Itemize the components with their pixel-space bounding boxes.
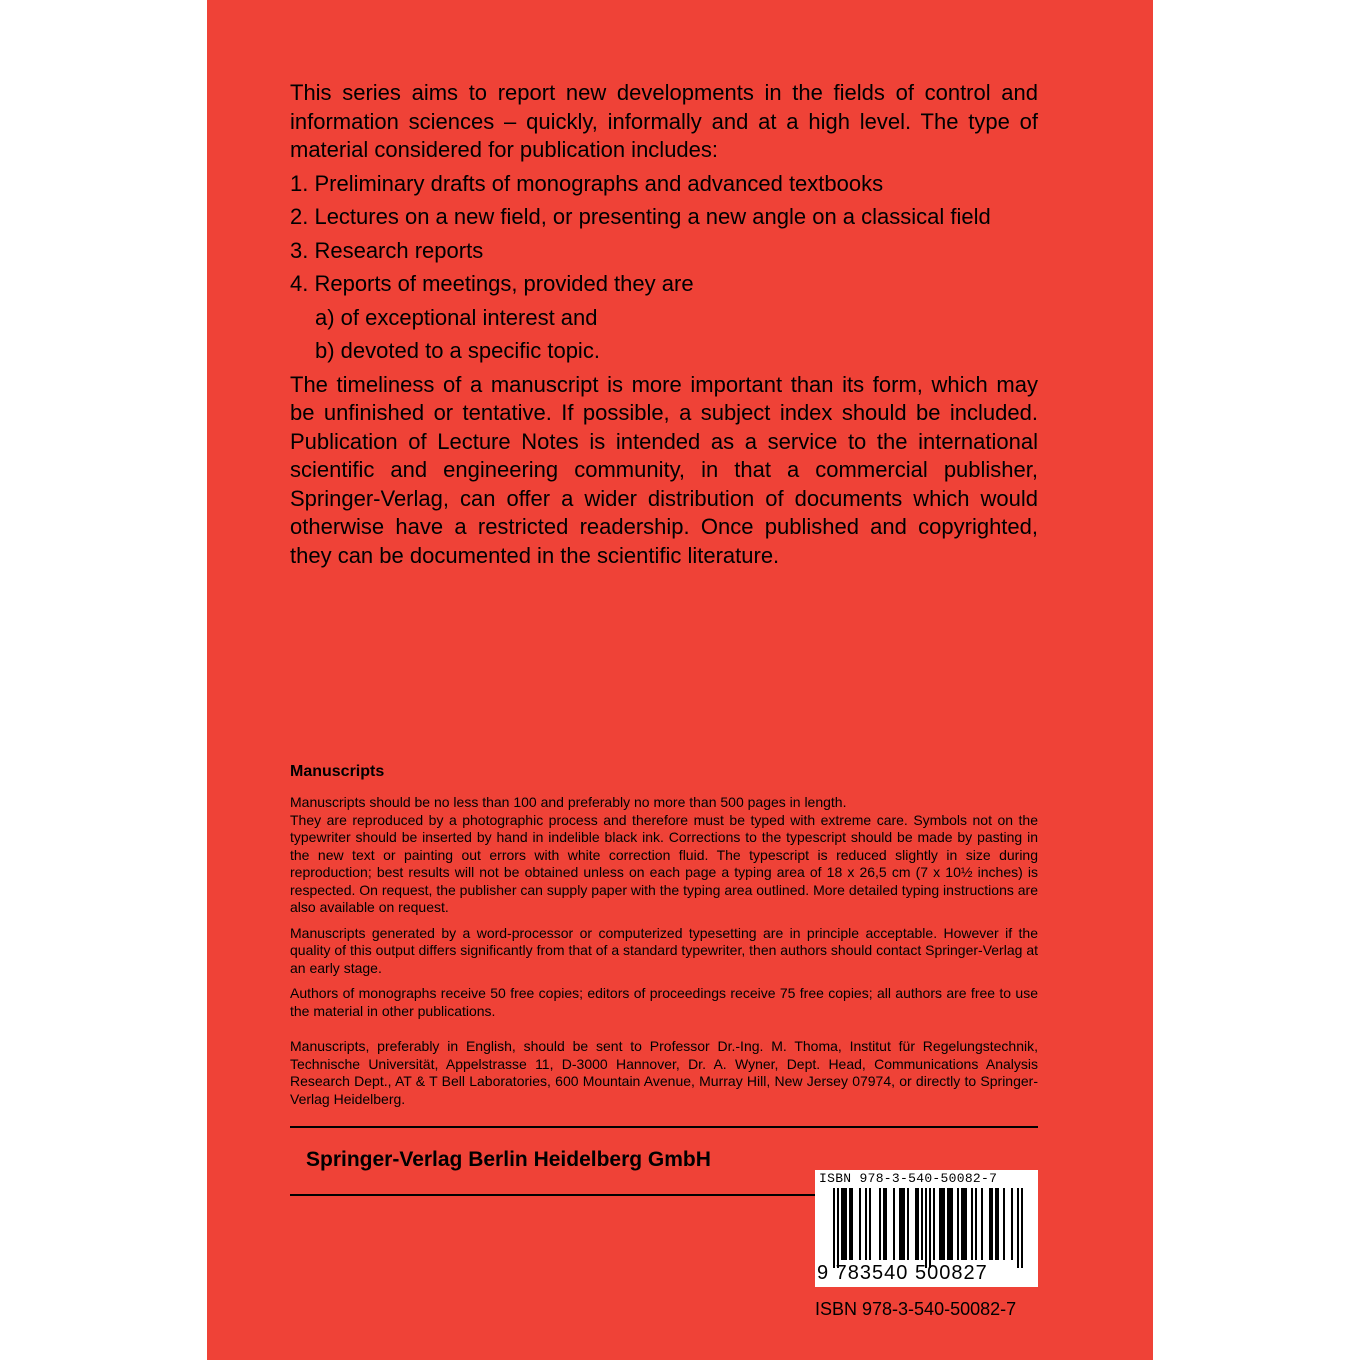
barcode-bar	[1003, 1188, 1005, 1260]
series-description	[290, 79, 1038, 570]
barcode-bar	[1021, 1188, 1023, 1268]
barcode-bar	[941, 1188, 943, 1260]
barcode-bar	[845, 1188, 847, 1260]
barcode-bar	[943, 1188, 945, 1260]
barcode-bar	[965, 1188, 967, 1260]
barcode-bar	[851, 1188, 853, 1260]
barcode-bar	[997, 1188, 999, 1260]
barcode-bar	[841, 1188, 843, 1260]
barcode-bars	[819, 1188, 1033, 1268]
barcode-bar	[883, 1188, 885, 1260]
barcode-bar	[989, 1188, 991, 1260]
barcode-bar	[879, 1188, 881, 1260]
barcode-bar	[843, 1188, 845, 1260]
barcode-bar	[949, 1188, 951, 1260]
barcode-bar	[907, 1188, 909, 1260]
intro-paragraph: This series aims to report new developments in the fields of control and information sciences – quickly, informally and at a high level. The type of material considered for publication includes:	[290, 80, 1038, 162]
barcode-bar	[869, 1188, 871, 1260]
barcode-bar	[837, 1188, 839, 1268]
manuscripts-length-paragraph: Manuscripts should be no less than 100 and preferably no more than 500 pages in length.	[290, 794, 847, 810]
barcode-bar	[939, 1188, 941, 1260]
manuscripts-heading: Manuscripts	[290, 763, 385, 780]
barcode-bar	[915, 1188, 917, 1260]
barcode-bar	[951, 1188, 953, 1260]
barcode-bar	[947, 1188, 949, 1260]
manuscripts-copies-paragraph: Authors of monographs receive 50 free copies; editors of proceedings receive 75 free copies; all authors are free to use the material in other publications.	[290, 985, 1038, 1019]
barcode-bar	[957, 1188, 959, 1260]
barcode-bar	[893, 1188, 895, 1260]
barcode-digits: 9 783540 500827	[817, 1262, 988, 1284]
barcode-bar	[885, 1188, 887, 1260]
manuscripts-typing-paragraph: They are reproduced by a photographic process and therefore must be typed with extreme care. Symbols not on the typewriter should be inserted by hand in indelible black ink. Corrections to the typescript should be made by pasting in the new text or painting out errors with white correction fluid. The typescript is reduced slightly in size during reproduction; best results will not be obtained unless on each page a typing area of 18 x 26,5 cm (7 x 10½ inches) is respected. On request, the publisher can supply paper with the typing area outlined. More detailed typing instructions are also available on request.	[290, 811, 1038, 915]
barcode-bar	[991, 1188, 993, 1260]
barcode-bar	[963, 1188, 965, 1260]
manuscripts-address-paragraph: Manuscripts, preferably in English, should be sent to Professor Dr.-Ing. M. Thoma, Institut für Regelungstechnik, Technische Universität, Appelstrasse 11, D-3000 Hannover, Dr. A. Wyner, Dept. Head, Communications Analysis Research Dept., AT & T Bell Laboratories, 600 Mountain Avenue, Murray Hill, New Jersey 07974, or directly to Springer-Verlag Heidelberg.	[290, 1038, 1038, 1107]
barcode-bar	[925, 1188, 927, 1268]
list-item: 4. Reports of meetings, provided they are	[290, 271, 694, 296]
barcode-bar	[981, 1188, 983, 1260]
barcode-bar	[833, 1188, 835, 1268]
barcode-bar	[1017, 1188, 1019, 1268]
back-cover	[207, 0, 1153, 1360]
barcode	[815, 1170, 1038, 1287]
barcode-bar	[995, 1188, 997, 1260]
list-subitem: b) devoted to a specific topic.	[315, 338, 600, 363]
list-item: 3. Research reports	[290, 237, 484, 263]
barcode-bar	[901, 1188, 903, 1260]
barcode-bar	[933, 1188, 935, 1260]
publisher-name: Springer-Verlag Berlin Heidelberg GmbH	[306, 1148, 711, 1171]
barcode-bar	[865, 1188, 867, 1260]
barcode-isbn-text: ISBN 978-3-540-50082-7	[819, 1171, 998, 1186]
barcode-bar	[975, 1188, 977, 1260]
barcode-bar	[917, 1188, 919, 1260]
top-divider	[290, 1126, 1038, 1128]
barcode-bar	[859, 1188, 861, 1260]
list-item: 1. Preliminary drafts of monographs and advanced textbooks	[290, 170, 884, 196]
manuscripts-section	[290, 762, 1038, 1116]
barcode-bar	[899, 1188, 901, 1260]
timeliness-paragraph: The timeliness of a manuscript is more important than its form, which may be unfinished or tentative. If possible, a subject index should be included. Publication of Lecture Notes is intended as a service to the international scientific and engineering community, in that a commercial publisher, Springer-Verlag, can offer a wider distribution of documents which would otherwise have a restricted readership. Once published and copyrighted, they can be documented in the scientific literature.	[290, 371, 1038, 568]
barcode-bar	[961, 1188, 963, 1260]
list-subitem: a) of exceptional interest and	[315, 304, 598, 330]
list-item: 2. Lectures on a new field, or presenting a new angle on a classical field	[290, 204, 991, 229]
barcode-bar	[929, 1188, 931, 1268]
barcode-bar	[921, 1188, 923, 1260]
manuscripts-wordprocessor-paragraph: Manuscripts generated by a word-processor or computerized typesetting are in principle acceptable. However if the quality of this output differs significantly from that of a standard typewriter, then authors should contact Springer-Verlag at an early stage.	[290, 924, 1038, 976]
isbn-number: ISBN 978-3-540-50082-7	[815, 1299, 1017, 1319]
barcode-bar	[903, 1188, 905, 1260]
barcode-bar	[1011, 1188, 1013, 1260]
barcode-bar	[971, 1188, 973, 1260]
barcode-bar	[849, 1188, 851, 1260]
